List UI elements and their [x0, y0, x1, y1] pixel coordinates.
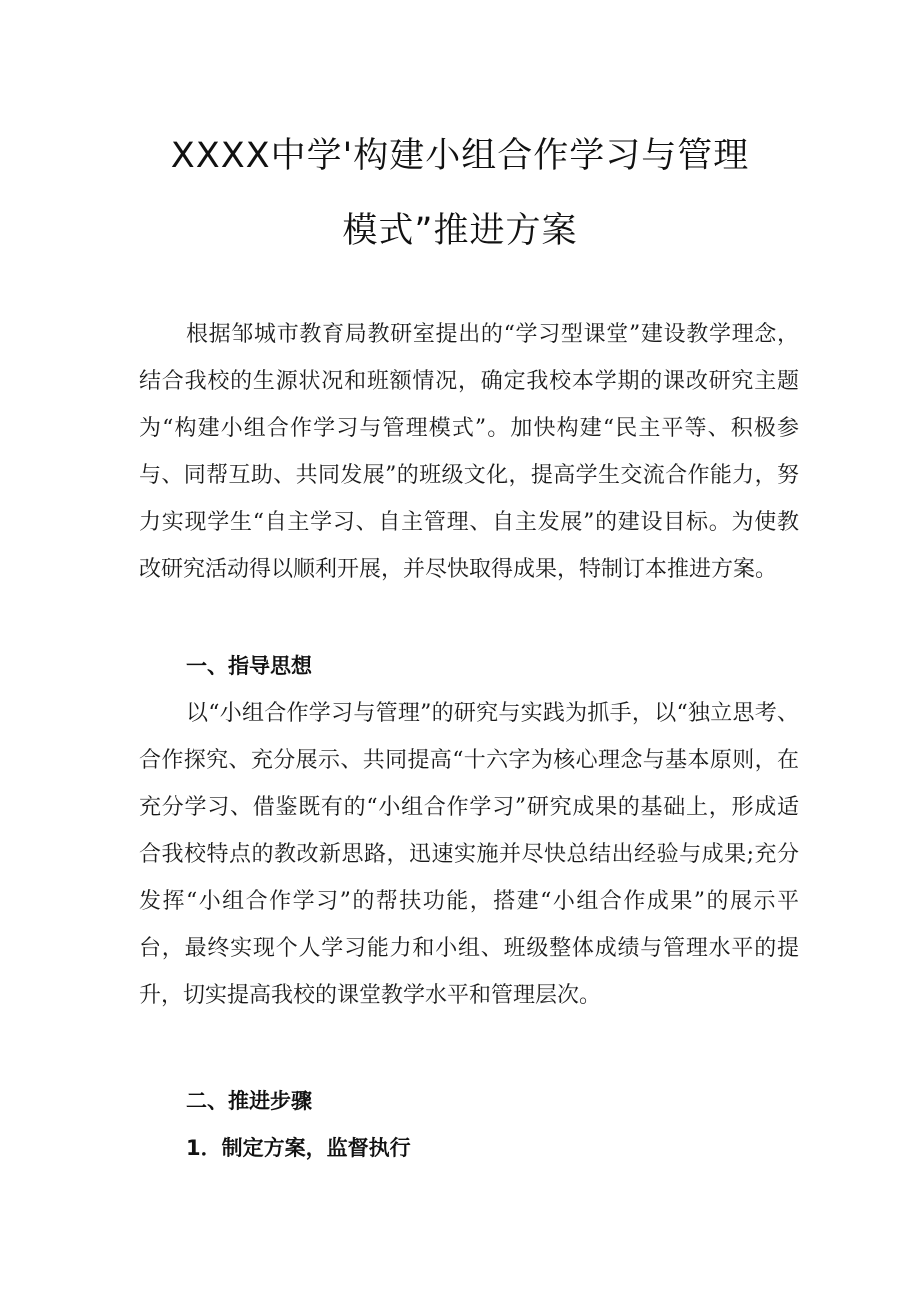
document-title-line-1: XXXX中学'构建小组合作学习与管理: [170, 136, 750, 176]
intro-paragraph: 根据邹城市教育局教研室提出的“学习型课堂”建设教学理念，结合我校的生源状况和班额情况，确定我校本学期的课改研究主题为“构建小组合作学习与管理模式”。加快构建“民主平等、积极参与、同帮互助、共同发展”的班级文化，提高学生交流合作能力，努力实现学生“自主学习、自主管理、自主发展”的建设目标。为使教改研究活动得以顺利开展，并尽快取得成果，特制订本推进方案。: [139, 322, 799, 582]
subsection-heading-step-1: 1．制定方案，监督执行: [186, 1136, 411, 1160]
section-heading-guiding-ideology: 一、指导思想: [186, 654, 312, 678]
document-title-line-2: 模式”推进方案: [342, 211, 578, 251]
guiding-ideology-paragraph: 以“小组合作学习与管理”的研究与实践为抓手，以“独立思考、合作探究、充分展示、共同提高“十六字为核心理念与基本原则，在充分学习、借鉴既有的“小组合作学习”研究成果的基础上，形成适合我校特点的教改新思路，迅速实施并尽快总结出经验与成果;充分发挥“小组合作学习”的帮扶功能，搭建“小组合作成果”的展示平台，最终实现个人学习能力和小组、班级整体成绩与管理水平的提升，切实提高我校的课堂教学水平和管理层次。: [139, 701, 799, 1008]
section-heading-steps: 二、推进步骤: [186, 1089, 312, 1113]
